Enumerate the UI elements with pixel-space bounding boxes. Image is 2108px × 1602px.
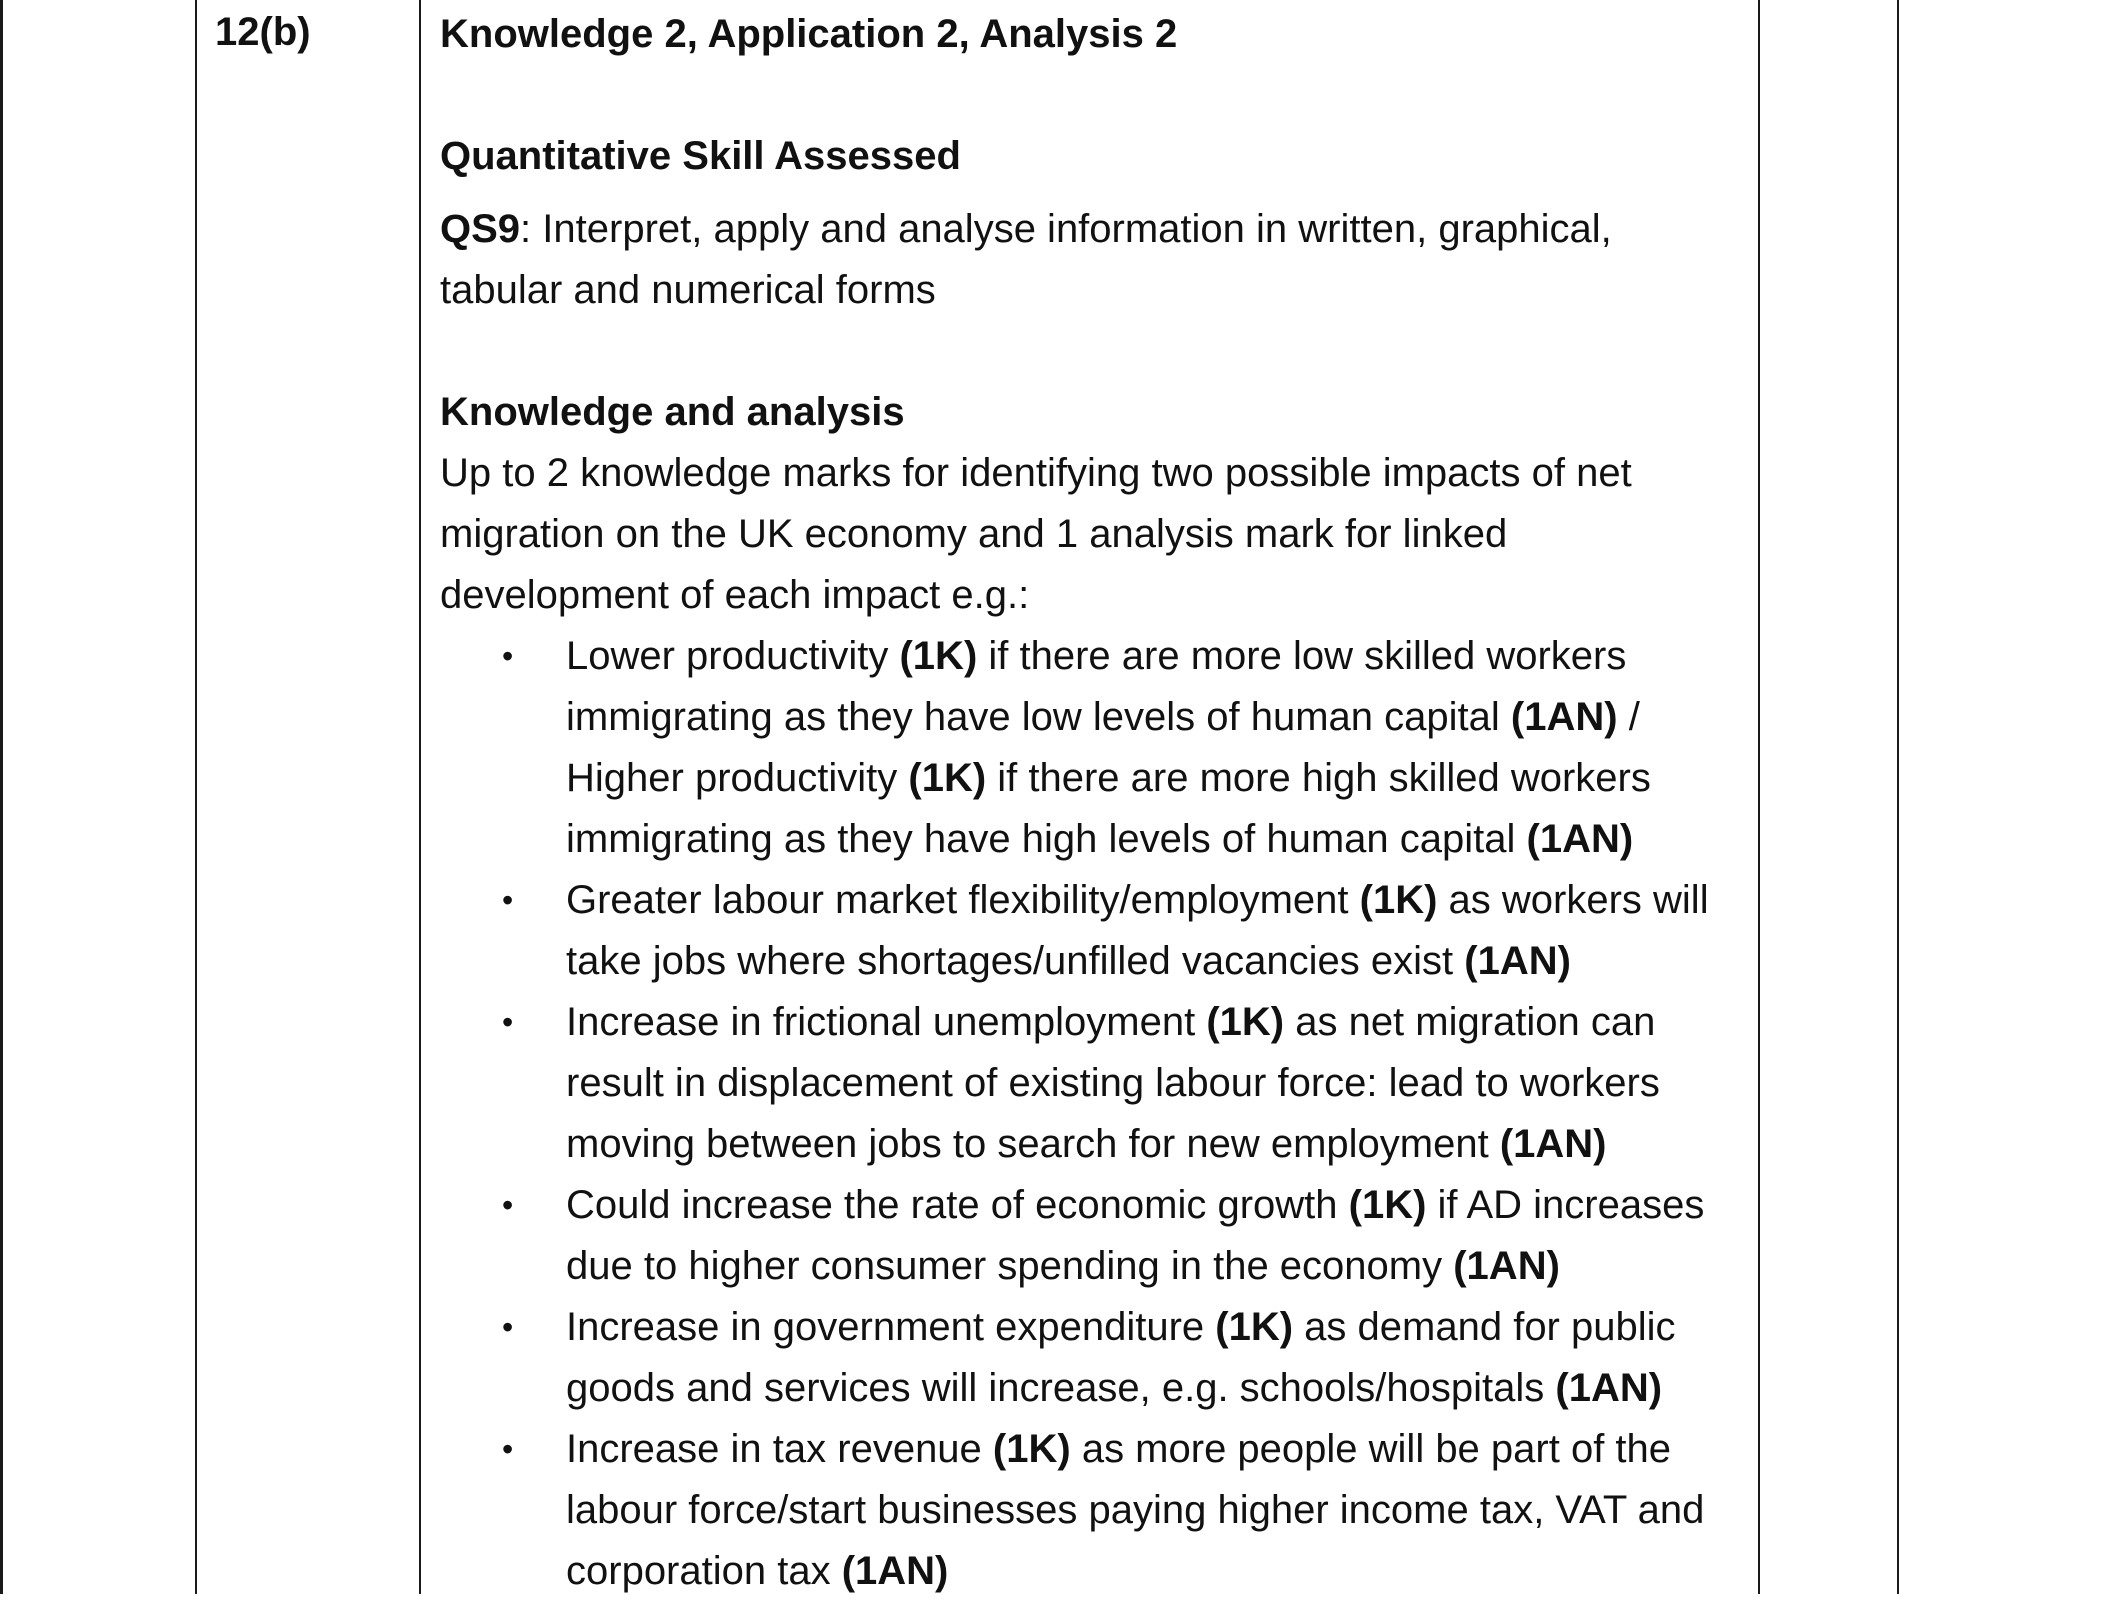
mark-code: (1AN) [841, 1549, 949, 1593]
knowledge-analysis-heading: Knowledge and analysis [440, 390, 905, 434]
table-border-question-col [195, 0, 197, 1594]
mark-code: (1K) [908, 756, 987, 800]
spacer [440, 65, 1740, 126]
mark-code: (1AN) [1526, 817, 1634, 861]
bullet-icon: • [502, 638, 514, 674]
table-border-marks-col [1758, 0, 1760, 1594]
impact-text: as demand for public goods and services will increase, e.g. schools/hospitals [566, 1305, 1676, 1410]
impact-text: if there are more low skilled workers immigrating as they have low levels of human capital [566, 634, 1627, 739]
mark-scheme-content [440, 4, 1740, 1602]
qs-code: QS9 [440, 207, 521, 251]
mark-code: (1K) [992, 1427, 1071, 1471]
impact-text: if AD increases due to higher consumer spending in the economy [566, 1183, 1705, 1288]
bullet-icon: • [502, 1187, 514, 1223]
mark-code: (1AN) [1555, 1366, 1663, 1410]
impact-text: Lower productivity [566, 634, 900, 678]
table-border-right [1897, 0, 1899, 1594]
impact-item [440, 1419, 1740, 1602]
mark-code: (1AN) [1510, 695, 1618, 739]
impact-text: if there are more high skilled workers immigrating as they have high levels of human capital [566, 756, 1651, 861]
knowledge-analysis-intro: Up to 2 knowledge marks for identifying two possible impacts of net migration on the UK economy and 1 analysis mark for linked development of each impact e.g.: [440, 451, 1632, 617]
spacer [440, 321, 1740, 382]
bullet-icon: • [502, 1309, 514, 1345]
impact-item [440, 1297, 1740, 1419]
impact-text: as more people will be part of the labour force/start businesses paying higher income tax, VAT and corporation tax [566, 1427, 1705, 1593]
impact-item [440, 626, 1740, 870]
qs-separator: : [520, 207, 532, 251]
mark-code: (1K) [1359, 878, 1438, 922]
page-left-border [0, 0, 3, 1594]
mark-code: (1K) [899, 634, 978, 678]
mark-code: (1K) [1348, 1183, 1427, 1227]
quantitative-skill-text [440, 199, 1740, 321]
impact-text: Increase in tax revenue [566, 1427, 993, 1471]
mark-code: (1K) [1206, 1000, 1285, 1044]
impact-text: / Higher productivity [566, 695, 1640, 800]
mark-code: (1K) [1215, 1305, 1294, 1349]
mark-code: (1AN) [1499, 1122, 1607, 1166]
impact-text: Greater labour market flexibility/employment [566, 878, 1360, 922]
table-border-answer-col [419, 0, 421, 1594]
bullet-icon: • [502, 1431, 514, 1467]
spacer [440, 187, 1740, 199]
mark-code: (1AN) [1464, 939, 1571, 983]
bullet-icon: • [502, 882, 514, 918]
impact-text: as workers will take jobs where shortages/unfilled vacancies exist [566, 878, 1709, 983]
impact-item [440, 1175, 1740, 1297]
question-number: 12(b) [215, 10, 311, 54]
bullet-icon: • [502, 1004, 514, 1040]
marks-breakdown: Knowledge 2, Application 2, Analysis 2 [440, 12, 1178, 56]
impact-text: as net migration can result in displacement of existing labour force: lead to workers moving between jobs to search for new employment [566, 1000, 1660, 1166]
impact-list [440, 626, 1740, 1602]
mark-code: (1AN) [1453, 1244, 1560, 1288]
impact-item [440, 992, 1740, 1175]
quantitative-skill-heading: Quantitative Skill Assessed [440, 134, 961, 178]
impact-item [440, 870, 1740, 992]
impact-text: Increase in government expenditure [566, 1305, 1216, 1349]
qs-description: Interpret, apply and analyse information in written, graphical, tabular and numerical forms [440, 207, 1612, 312]
impact-text: Increase in frictional unemployment [566, 1000, 1207, 1044]
impact-text: Could increase the rate of economic growth [566, 1183, 1349, 1227]
